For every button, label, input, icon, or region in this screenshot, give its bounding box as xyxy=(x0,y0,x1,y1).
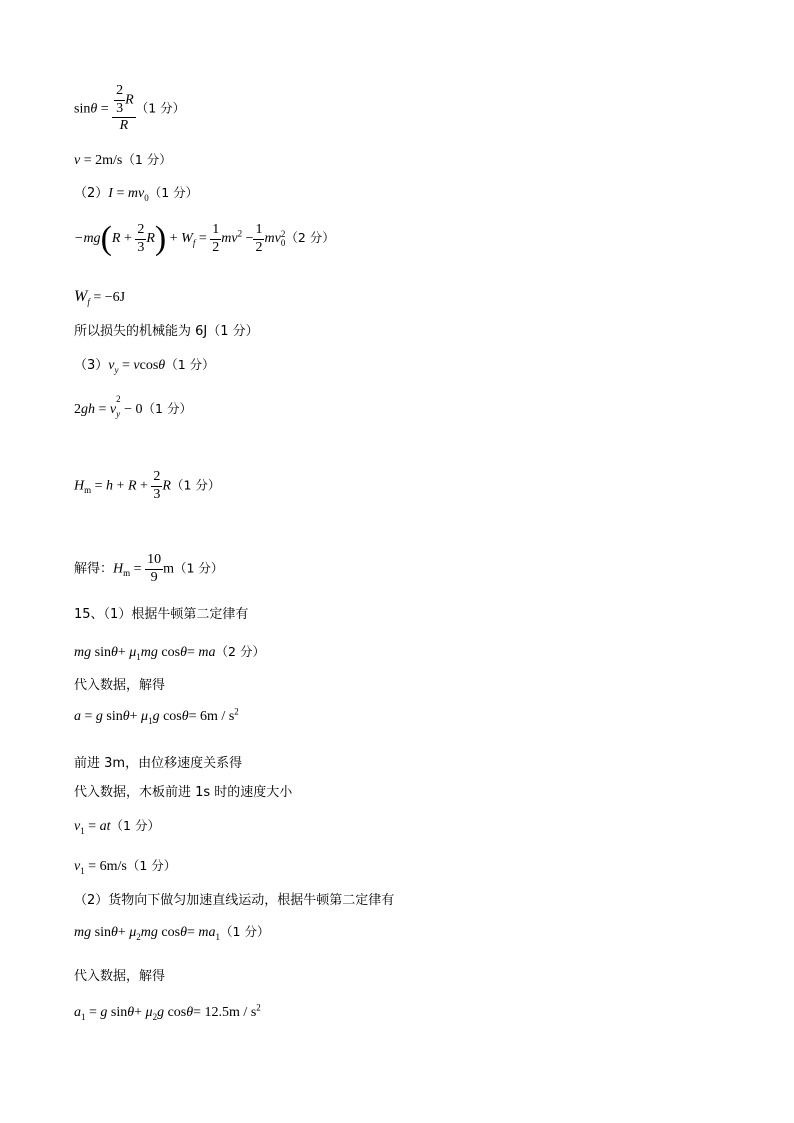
text-displacement: 前进 3m，由位移速度关系得 xyxy=(74,756,243,771)
symbol: R xyxy=(127,478,137,494)
text: = xyxy=(81,709,96,724)
sub: m xyxy=(123,568,131,579)
text: = xyxy=(95,402,110,418)
symbol: θ xyxy=(181,709,189,724)
text: + xyxy=(120,231,136,247)
sup: 2 xyxy=(234,706,239,717)
text: sin xyxy=(107,1005,128,1020)
eq-newton-2 xyxy=(74,926,269,940)
symbol: θ xyxy=(180,925,187,940)
num: 2 xyxy=(151,470,162,487)
symbol: R xyxy=(125,92,134,108)
num: 10 xyxy=(145,553,163,570)
fraction xyxy=(253,223,264,255)
symbol: R xyxy=(162,478,171,494)
text: + xyxy=(117,925,130,940)
sub: 1 xyxy=(80,825,85,836)
symbol: v xyxy=(74,153,81,168)
eq-hm xyxy=(74,470,220,502)
symbol: at xyxy=(99,819,111,834)
text: + xyxy=(129,709,142,724)
fraction xyxy=(210,223,221,255)
score: （1 分） xyxy=(220,924,270,939)
score: （1 分） xyxy=(135,100,186,116)
text-substitute-2: 代入数据，解得 xyxy=(74,969,166,984)
score: （2 分） xyxy=(285,230,335,246)
symbol: θ xyxy=(110,645,118,660)
symbol: a xyxy=(74,1005,81,1020)
eq-vy xyxy=(74,359,215,373)
symbol: mg xyxy=(74,925,92,940)
eq-impulse xyxy=(74,187,198,201)
symbol: v xyxy=(74,819,81,834)
eq-v xyxy=(74,154,172,168)
sub: 1 xyxy=(215,931,221,942)
den: R xyxy=(119,118,129,134)
eq-a xyxy=(74,706,239,726)
symbol: g xyxy=(152,709,160,724)
den: 2 xyxy=(212,239,220,255)
symbol: mv xyxy=(264,231,281,247)
symbol: g xyxy=(95,709,103,724)
eq-a1 xyxy=(74,1002,261,1022)
symbol: θ xyxy=(127,1005,135,1020)
label: （3） xyxy=(74,358,109,373)
symbol: I xyxy=(108,186,113,201)
sub: 1 xyxy=(81,1011,86,1022)
text: cos xyxy=(164,1005,187,1020)
score: （1 分） xyxy=(148,185,199,200)
sub: y xyxy=(116,409,121,419)
symbol: μ xyxy=(145,1005,153,1020)
symbol: μ xyxy=(141,709,149,724)
sup: 2 xyxy=(256,1002,261,1013)
fraction xyxy=(112,84,136,134)
text: = xyxy=(84,819,100,834)
text: = 6m / s xyxy=(188,709,235,724)
num: 2 xyxy=(135,223,146,240)
score: （2 分） xyxy=(215,644,265,659)
symbol: mv xyxy=(221,231,238,247)
text: = xyxy=(118,358,134,373)
symbol: v xyxy=(74,859,81,874)
text: = xyxy=(130,561,146,577)
score: （1 分） xyxy=(170,477,221,493)
symbol: g xyxy=(100,1005,108,1020)
score: （1 分） xyxy=(165,357,215,372)
text: = xyxy=(97,101,113,117)
text: + xyxy=(113,478,128,494)
symbol: v xyxy=(133,358,140,373)
eq-sin-theta xyxy=(74,84,185,134)
symbol: θ xyxy=(186,1005,194,1020)
den: 2 xyxy=(255,239,263,255)
fraction-inner xyxy=(114,84,125,116)
symbol: ma xyxy=(198,645,216,660)
symbol: W xyxy=(74,288,88,305)
text-q15: 15、（1）根据牛顿第二定律有 xyxy=(74,607,249,622)
eq-wf xyxy=(74,289,125,305)
text: = 2m/s xyxy=(80,153,123,168)
symbol: θ xyxy=(180,645,187,660)
symbol: H xyxy=(113,561,124,577)
symbol: μ xyxy=(129,925,137,940)
symbol: R xyxy=(111,231,121,247)
den: 3 xyxy=(116,100,124,116)
text: + xyxy=(117,645,130,660)
text: 2 xyxy=(74,402,81,418)
symbol: h xyxy=(106,478,114,494)
text-cargo: （2）货物向下做匀加速直线运动，根据牛顿第二定律有 xyxy=(74,893,395,908)
text: + xyxy=(136,478,152,494)
text: = xyxy=(91,478,107,494)
sub: f xyxy=(192,238,196,249)
score: （1 分） xyxy=(173,560,224,576)
sub: f xyxy=(87,296,90,307)
label: 解得： xyxy=(74,561,114,577)
fraction xyxy=(151,470,162,502)
symbol: μ xyxy=(129,645,137,660)
symbol: mg xyxy=(74,645,92,660)
sub: 0 xyxy=(280,238,286,248)
text: = xyxy=(85,1005,101,1020)
text: cos xyxy=(157,925,181,940)
paren-open: ( xyxy=(100,220,112,257)
text-substitute-1: 代入数据，解得 xyxy=(74,678,166,693)
symbol: W xyxy=(181,231,193,247)
score: （1 分） xyxy=(110,818,160,833)
text: sin xyxy=(102,709,123,724)
paren-close: ) xyxy=(154,220,167,257)
sub: 1 xyxy=(148,715,153,726)
sup: 2 xyxy=(280,229,286,239)
num: 1 xyxy=(210,223,221,240)
sub: 1 xyxy=(136,651,141,662)
sub: 1 xyxy=(80,865,85,876)
fraction xyxy=(145,553,163,585)
symbol: g xyxy=(157,1005,165,1020)
text: sin xyxy=(91,645,111,660)
eq-energy: −mg(R + $\frac{2}{3}$ $R) + W_f$ = $\frac{1}{2}$ $mv^2$ − $\frac{1}{2}$ mv 2 0 （2 分） xyxy=(74,220,335,257)
text: = −6J xyxy=(89,290,126,305)
symbol: v xyxy=(109,402,117,418)
eq-v1-at xyxy=(74,820,160,834)
symbol: θ xyxy=(158,358,166,373)
den: 3 xyxy=(153,486,161,502)
score: （1 分） xyxy=(126,858,177,873)
eq-hm-result xyxy=(74,553,223,585)
score: （1 分） xyxy=(122,152,172,167)
text-energy-loss: 所以损失的机械能为 6J（1 分） xyxy=(74,324,259,339)
text-board-speed: 代入数据，木板前进 1s 时的速度大小 xyxy=(74,785,293,800)
text: − 0 xyxy=(120,402,143,418)
text: m xyxy=(163,561,174,577)
text: = 6m/s xyxy=(84,859,127,874)
symbol: θ xyxy=(90,101,98,117)
den: 9 xyxy=(150,569,158,585)
sup: 2 xyxy=(116,394,121,404)
label: （2） xyxy=(74,186,109,201)
text: + xyxy=(134,1005,146,1020)
symbol: R xyxy=(146,231,155,247)
score: （1 分） xyxy=(142,401,192,417)
symbol: H xyxy=(74,478,85,494)
symbol: θ xyxy=(122,709,130,724)
eq-newton-1 xyxy=(74,646,265,660)
sup: 2 xyxy=(237,228,243,239)
text: = xyxy=(195,231,211,247)
den: 3 xyxy=(137,239,145,255)
symbol: θ xyxy=(110,925,118,940)
fraction xyxy=(135,223,146,255)
text: cos xyxy=(157,645,181,660)
sub: 0 xyxy=(144,192,149,203)
num: 1 xyxy=(253,223,264,240)
text: sin xyxy=(74,101,91,117)
symbol: −mg xyxy=(74,231,101,247)
eq-v1-value xyxy=(74,860,176,874)
text: = xyxy=(186,645,199,660)
eq-2gh xyxy=(74,394,192,419)
sub: 2 xyxy=(136,931,141,942)
symbol: mv xyxy=(127,186,145,201)
sub: m xyxy=(84,485,92,496)
symbol: a xyxy=(74,709,81,724)
text: = xyxy=(112,186,128,201)
symbol: gh xyxy=(81,402,95,418)
text: = 12.5m / s xyxy=(193,1005,257,1020)
symbol: v xyxy=(108,358,115,373)
text: sin xyxy=(91,925,111,940)
text: cos xyxy=(139,358,159,373)
symbol: mg xyxy=(140,925,158,940)
symbol: mg xyxy=(140,645,158,660)
num: 2 xyxy=(114,84,125,101)
sub: 2 xyxy=(152,1011,158,1022)
text: = xyxy=(186,925,199,940)
text: − xyxy=(242,231,254,247)
symbol: ma xyxy=(198,925,216,940)
sub: y xyxy=(114,364,119,375)
text: cos xyxy=(159,709,182,724)
